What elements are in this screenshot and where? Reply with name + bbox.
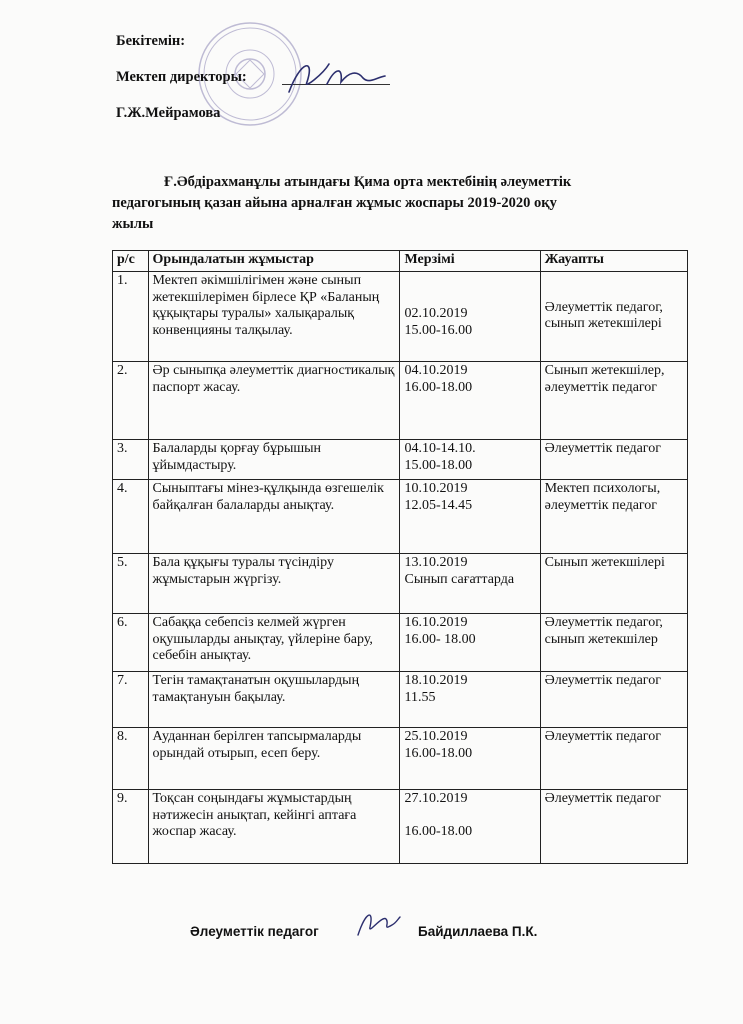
row-number: 7. (113, 672, 149, 728)
title-line-1: Ғ.Әбдірахманұлы атындағы Қима орта мектебінің әлеуметтік (164, 174, 572, 190)
row-work: Бала құқығы туралы түсіндіру жұмыстарын жүргізу. (148, 554, 400, 614)
row-responsible: Әлеуметтік педагог (540, 440, 687, 480)
table-row (113, 272, 688, 362)
table-row (113, 554, 688, 614)
row-number: 4. (113, 480, 149, 554)
header-responsible: Жауапты (540, 251, 687, 272)
row-work: Тоқсан соңындағы жұмыстардың нәтижесін анықтап, кейінгі аптаға жоспар жасау. (148, 790, 400, 864)
row-work: Балаларды қорғау бұрышын ұйымдастыру. (148, 440, 400, 480)
row-work: Сабаққа себепсіз келмей жүрген оқушыларды анықтау, үйлеріне бару, себебін анықтау. (148, 614, 400, 672)
row-number: 1. (113, 272, 149, 362)
row-date: 13.10.2019 Сынып сағаттарда (400, 554, 540, 614)
header-number: р/с (113, 251, 149, 272)
table-row (113, 672, 688, 728)
row-date: 18.10.2019 11.55 (400, 672, 540, 728)
footer-name: Байдиллаева П.К. (418, 924, 538, 939)
approve-label: Бекітемін: (116, 33, 186, 49)
director-label: Мектеп директоры: (116, 69, 247, 85)
row-date: 25.10.2019 16.00-18.00 (400, 728, 540, 790)
table-row (113, 614, 688, 672)
row-work: Ауданнан берілген тапсырмаларды орындай отырып, есеп беру. (148, 728, 400, 790)
row-work: Әр сыныпқа әлеуметтік диагностикалық паспорт жасау. (148, 362, 400, 440)
row-responsible: Әлеуметтік педагог (540, 672, 687, 728)
director-signature (283, 54, 393, 98)
row-date: 04.10-14.10. 15.00-18.00 (400, 440, 540, 480)
row-responsible: Әлеуметтік педагог (540, 790, 687, 864)
row-date: 27.10.2019 16.00-18.00 (400, 790, 540, 864)
row-responsible: Сынып жетекшілері (540, 554, 687, 614)
row-responsible: Әлеуметтік педагог, сынып жетекшілер (540, 614, 687, 672)
table-row (113, 440, 688, 480)
document-title (112, 172, 672, 235)
table-header-row (113, 251, 688, 272)
table-row (113, 790, 688, 864)
row-number: 2. (113, 362, 149, 440)
row-number: 5. (113, 554, 149, 614)
table-row (113, 480, 688, 554)
row-responsible: Мектеп психологы, әлеуметтік педагог (540, 480, 687, 554)
row-number: 6. (113, 614, 149, 672)
row-work: Сыныптағы мінез-құлқында өзгешелік байқалған балаларды анықтау. (148, 480, 400, 554)
row-number: 3. (113, 440, 149, 480)
row-date: 10.10.2019 12.05-14.45 (400, 480, 540, 554)
footer-role: Әлеуметтік педагог (190, 924, 319, 939)
row-responsible: Сынып жетекшілер, әлеуметтік педагог (540, 362, 687, 440)
title-line-2: педагогының қазан айына арналған жұмыс жоспары 2019-2020 оқу (112, 195, 557, 211)
row-date: 02.10.2019 15.00-16.00 (400, 272, 540, 362)
row-responsible: Әлеуметтік педагог (540, 728, 687, 790)
director-name: Г.Ж.Мейрамова (116, 105, 221, 121)
table-row (113, 728, 688, 790)
row-date: 04.10.2019 16.00-18.00 (400, 362, 540, 440)
row-date: 16.10.2019 16.00- 18.00 (400, 614, 540, 672)
row-work: Мектеп әкімшілігімен және сынып жетекшілерімен бірлесе ҚР «Баланың құқықтары туралы» халықаралық конвенцияны талқылау. (148, 272, 400, 362)
header-date: Мерзімі (400, 251, 540, 272)
header-work: Орындалатын жұмыстар (148, 251, 400, 272)
work-plan-table (112, 250, 688, 864)
row-work: Тегін тамақтанатын оқушылардың тамақтануын бақылау. (148, 672, 400, 728)
row-number: 9. (113, 790, 149, 864)
title-line-3: жылы (112, 216, 154, 232)
row-number: 8. (113, 728, 149, 790)
social-pedagogue-signature (352, 905, 404, 941)
row-responsible: Әлеуметтік педагог, сынып жетекшілері (540, 272, 687, 362)
table-row (113, 362, 688, 440)
